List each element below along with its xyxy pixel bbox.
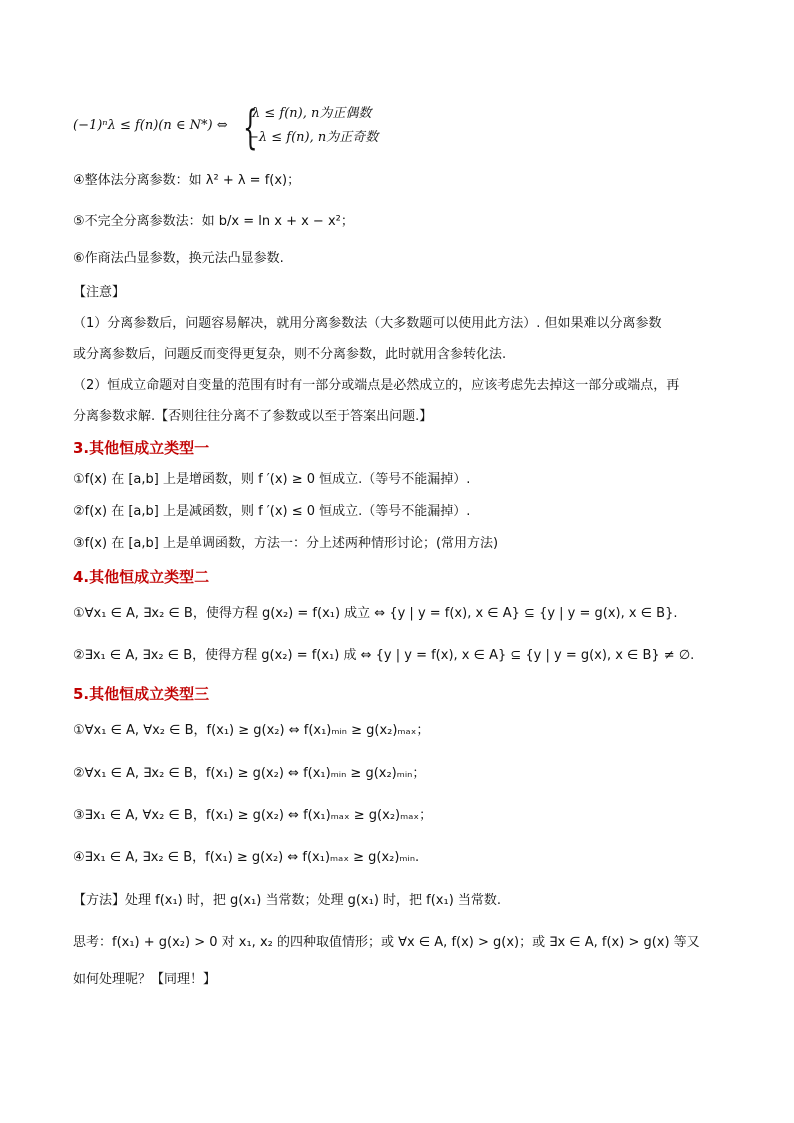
method-note: 【方法】处理 f(x₁) 时，把 g(x₁) 当常数；处理 g(x₁) 时，把 f(x₁) 当常数. [73, 893, 502, 908]
note-p2a: （2）恒成立命题对自变量的范围有时有一部分或端点是必然成立的，应该考虑先去掉这一部分或端点，再 [73, 378, 680, 393]
formula-left: (−1)ⁿλ ≤ f(n)(n ∈ N*) ⇔ [73, 118, 228, 133]
note-p1b: 或分离参数后，问题反而变得更复杂，则不分离参数，此时就用含参转化法. [73, 347, 507, 362]
case-brace: { [243, 100, 258, 154]
note-p2b: 分离参数求解.【否则往往分离不了参数或以至于答案出问题.】 [73, 409, 433, 424]
think-a: 思考：f(x₁) + g(x₂) > 0 对 x₁, x₂ 的四种取值情形；或 ∀x ∈ A, f(x) > g(x)；或 ∃x ∈ A, f(x) > g(x) 等又 [73, 935, 700, 950]
formula-case-2: −λ ≤ f(n), n为正奇数 [248, 130, 379, 145]
item-5: ⑤不完全分离参数法：如 b/x = ln x + x − x²； [73, 214, 354, 229]
think-b: 如何处理呢？【同理！】 [73, 972, 217, 987]
section-5-b: ②∀x₁ ∈ A, ∃x₂ ∈ B，f(x₁) ≥ g(x₂) ⇔ f(x₁)ₘᵢₙ ≥ g(x₂)ₘᵢₙ； [73, 766, 426, 781]
note-title: 【注意】 [73, 285, 126, 300]
section-4-title: 4.其他恒成立类型二 [73, 568, 210, 586]
section-3-c: ③f(x) 在 [a,b] 上是单调函数，方法一：分上述两种情形讨论；(常用方法) [73, 536, 499, 551]
section-3-title: 3.其他恒成立类型一 [73, 439, 210, 457]
section-3-a: ①f(x) 在 [a,b] 上是增函数，则 f ′(x) ≥ 0 恒成立.（等号不能漏掉）. [73, 472, 471, 487]
section-4-a: ①∀x₁ ∈ A, ∃x₂ ∈ B，使得方程 g(x₂) = f(x₁) 成立 ⇔ {y | y = f(x), x ∈ A} ⊆ {y | y = g(x), x ∈ B}. [73, 606, 678, 621]
section-5-d: ④∃x₁ ∈ A, ∃x₂ ∈ B，f(x₁) ≥ g(x₂) ⇔ f(x₁)ₘₐₓ ≥ g(x₂)ₘᵢₙ. [73, 850, 420, 865]
section-3-b: ②f(x) 在 [a,b] 上是减函数，则 f ′(x) ≤ 0 恒成立.（等号不能漏掉）. [73, 504, 471, 519]
formula-case-1: λ ≤ f(n), n为正偶数 [252, 106, 372, 121]
item-4: ④整体法分离参数：如 λ² + λ = f(x)； [73, 173, 301, 188]
section-4-b: ②∃x₁ ∈ A, ∃x₂ ∈ B，使得方程 g(x₂) = f(x₁) 成 ⇔ {y | y = f(x), x ∈ A} ⊆ {y | y = g(x), x ∈ B} ≠ ∅. [73, 648, 695, 663]
item-6: ⑥作商法凸显参数，换元法凸显参数. [73, 251, 284, 266]
section-5-c: ③∃x₁ ∈ A, ∀x₂ ∈ B，f(x₁) ≥ g(x₂) ⇔ f(x₁)ₘₐₓ ≥ g(x₂)ₘₐₓ； [73, 808, 433, 823]
section-5-title: 5.其他恒成立类型三 [73, 685, 210, 703]
section-5-a: ①∀x₁ ∈ A, ∀x₂ ∈ B，f(x₁) ≥ g(x₂) ⇔ f(x₁)ₘᵢₙ ≥ g(x₂)ₘₐₓ； [73, 723, 430, 738]
note-p1a: （1）分离参数后，问题容易解决，就用分离参数法（大多数题可以使用此方法）. 但如果难以分离参数 [73, 316, 662, 331]
